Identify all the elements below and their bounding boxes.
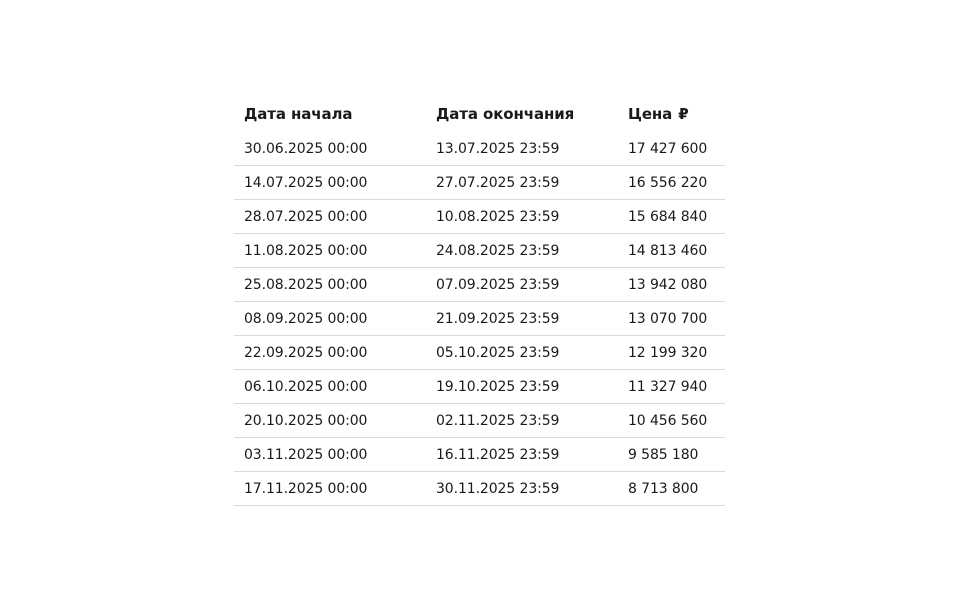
ruble-icon: ₽ [678, 105, 689, 123]
cell-price: 15 684 840 [618, 200, 725, 234]
table-row [234, 336, 725, 370]
cell-end-date: 13.07.2025 23:59 [426, 132, 618, 166]
cell-start-date: 28.07.2025 00:00 [234, 200, 426, 234]
cell-end-date: 21.09.2025 23:59 [426, 302, 618, 336]
table-row [234, 302, 725, 336]
cell-end-date: 27.07.2025 23:59 [426, 166, 618, 200]
table-row [234, 268, 725, 302]
cell-start-date: 22.09.2025 00:00 [234, 336, 426, 370]
cell-start-date: 14.07.2025 00:00 [234, 166, 426, 200]
table-row [234, 438, 725, 472]
cell-price: 8 713 800 [618, 472, 725, 506]
cell-end-date: 16.11.2025 23:59 [426, 438, 618, 472]
table-row [234, 132, 725, 166]
cell-start-date: 17.11.2025 00:00 [234, 472, 426, 506]
cell-start-date: 30.06.2025 00:00 [234, 132, 426, 166]
cell-start-date: 08.09.2025 00:00 [234, 302, 426, 336]
table-row [234, 404, 725, 438]
header-price-label: Цена [628, 105, 673, 123]
cell-price: 14 813 460 [618, 234, 725, 268]
table-header-row [234, 96, 725, 132]
header-start-date: Дата начала [244, 105, 353, 123]
cell-end-date: 05.10.2025 23:59 [426, 336, 618, 370]
cell-end-date: 30.11.2025 23:59 [426, 472, 618, 506]
table-row [234, 472, 725, 506]
cell-end-date: 10.08.2025 23:59 [426, 200, 618, 234]
cell-end-date: 07.09.2025 23:59 [426, 268, 618, 302]
cell-price: 9 585 180 [618, 438, 725, 472]
cell-start-date: 11.08.2025 00:00 [234, 234, 426, 268]
cell-end-date: 24.08.2025 23:59 [426, 234, 618, 268]
table-row [234, 234, 725, 268]
price-schedule [234, 96, 725, 506]
cell-price: 13 942 080 [618, 268, 725, 302]
cell-price: 13 070 700 [618, 302, 725, 336]
cell-end-date: 19.10.2025 23:59 [426, 370, 618, 404]
cell-price: 17 427 600 [618, 132, 725, 166]
cell-start-date: 25.08.2025 00:00 [234, 268, 426, 302]
cell-start-date: 20.10.2025 00:00 [234, 404, 426, 438]
cell-start-date: 03.11.2025 00:00 [234, 438, 426, 472]
cell-price: 16 556 220 [618, 166, 725, 200]
cell-end-date: 02.11.2025 23:59 [426, 404, 618, 438]
table-row [234, 370, 725, 404]
cell-start-date: 06.10.2025 00:00 [234, 370, 426, 404]
cell-price: 12 199 320 [618, 336, 725, 370]
cell-price: 11 327 940 [618, 370, 725, 404]
header-price [618, 96, 725, 132]
table-row [234, 200, 725, 234]
cell-price: 10 456 560 [618, 404, 725, 438]
price-table [234, 96, 725, 506]
header-end-date: Дата окончания [436, 105, 575, 123]
table-row [234, 166, 725, 200]
